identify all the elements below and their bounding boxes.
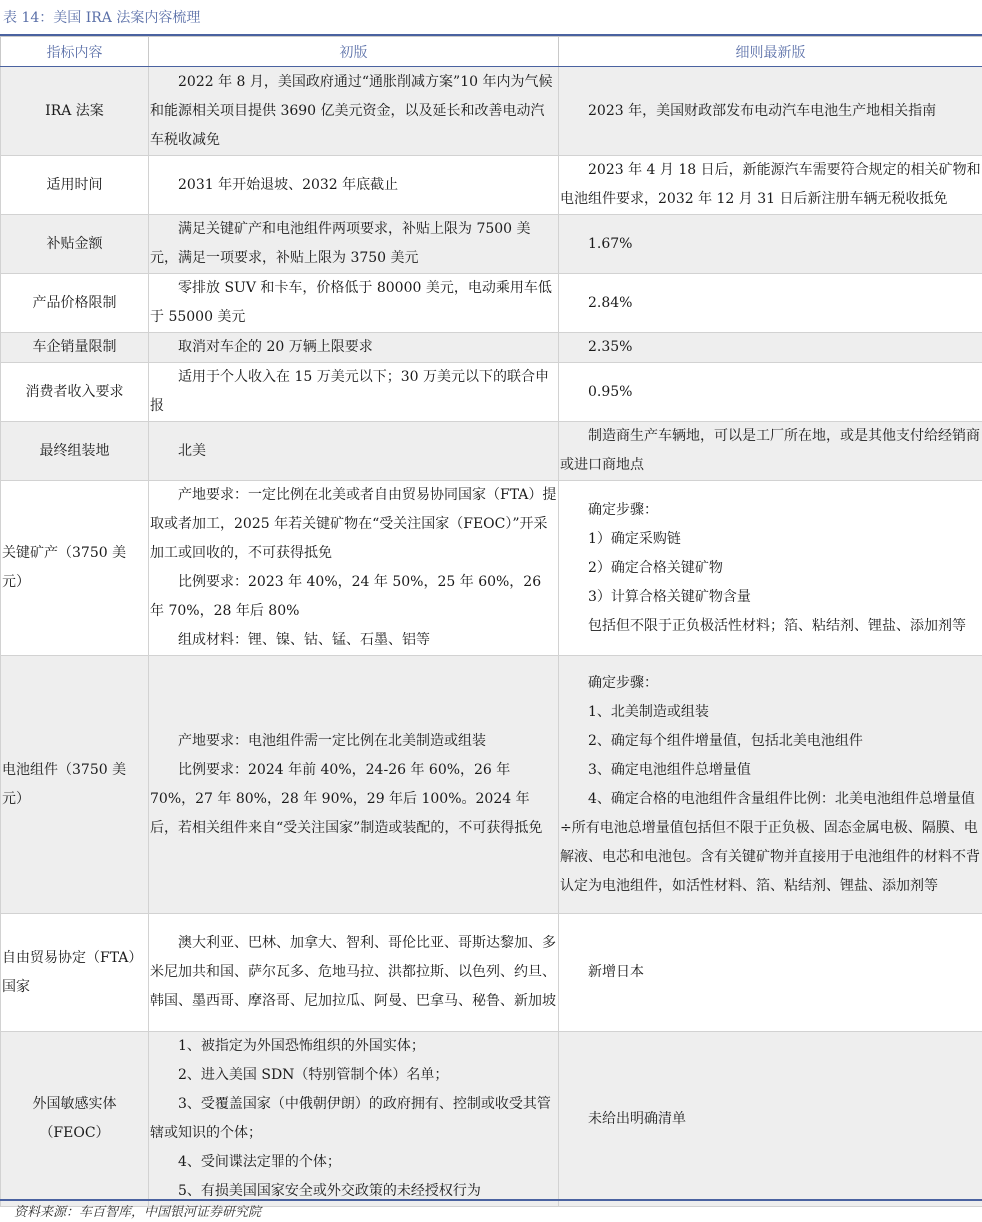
row-label bbox=[1, 215, 149, 274]
row-label bbox=[1, 656, 149, 914]
header-row bbox=[1, 37, 982, 67]
latest-cell bbox=[559, 156, 982, 215]
latest-paragraph: 1）确定采购链 bbox=[588, 530, 681, 547]
initial-cell bbox=[149, 215, 559, 274]
table-row bbox=[1, 333, 982, 363]
row-label-line: 电池组件（3750 美元） bbox=[2, 761, 127, 807]
row-label-line: 自由贸易协定（FTA） bbox=[2, 949, 143, 966]
table-row bbox=[1, 656, 982, 914]
latest-paragraph: 3）计算合格关键矿物含量 bbox=[588, 588, 751, 605]
latest-cell bbox=[559, 274, 982, 333]
table-row bbox=[1, 274, 982, 333]
initial-cell bbox=[149, 914, 559, 1032]
header-indicator: 指标内容 bbox=[1, 37, 149, 67]
header-initial: 初版 bbox=[149, 37, 559, 67]
table-row bbox=[1, 67, 982, 156]
initial-paragraph: 零排放 SUV 和卡车，价格低于 80000 美元，电动乘用车低于 55000 美元 bbox=[150, 280, 552, 325]
initial-paragraph: 产地要求：电池组件需一定比例在北美制造或组装 bbox=[178, 732, 486, 749]
table-row bbox=[1, 422, 982, 481]
latest-paragraph: 4、确定合格的电池组件含量组件比例：北美电池组件总增量值÷所有电池总增量值包括但不限于正负极、固态金属电极、隔膜、电解液、电芯和电池包。含有关键矿物并直接用于电池组件的材料不背认定为电池组件，如活性材料、箔、粘结剂、锂盐、添加剂等 bbox=[560, 790, 980, 894]
latest-paragraph: 0.95% bbox=[588, 383, 633, 400]
initial-cell bbox=[149, 156, 559, 215]
row-label bbox=[1, 422, 149, 481]
row-label bbox=[1, 481, 149, 656]
initial-paragraph: 5、有损美国国家安全或外交政策的未经授权行为 bbox=[178, 1183, 481, 1199]
initial-paragraph: 产地要求：一定比例在北美或者自由贸易协同国家（FTA）提取或者加工，2025 年若关键矿物在“受关注国家（FEOC）”开采加工或回收的，不可获得抵免 bbox=[150, 487, 557, 561]
header-latest: 细则最新版 bbox=[559, 37, 982, 67]
latest-paragraph: 新增日本 bbox=[588, 964, 644, 980]
latest-cell bbox=[559, 422, 982, 481]
latest-paragraph: 2.35% bbox=[588, 339, 633, 355]
initial-cell bbox=[149, 656, 559, 914]
latest-cell bbox=[559, 481, 982, 656]
row-label-line: 国家 bbox=[2, 978, 30, 995]
row-label bbox=[1, 67, 149, 156]
latest-paragraph: 2023 年 4 月 18 日后，新能源汽车需要符合规定的相关矿物和电池组件要求，2032 年 12 月 31 日后新注册车辆无税收抵免 bbox=[560, 162, 981, 207]
initial-cell bbox=[149, 67, 559, 156]
row-label bbox=[1, 1032, 149, 1207]
initial-paragraph: 4、受间谍法定罪的个体； bbox=[178, 1154, 341, 1170]
table-row bbox=[1, 156, 982, 215]
row-label bbox=[1, 156, 149, 215]
initial-paragraph: 比例要求：2024 年前 40%，24-26 年 60%，26 年 70%，27 年 80%，28 年 90%，29 年后 100%。2024 年后，若相关组件来自“受关注国家”制造或装配的，不可获得抵免 bbox=[150, 761, 543, 836]
initial-paragraph: 取消对车企的 20 万辆上限要求 bbox=[178, 339, 373, 355]
latest-paragraph: 制造商生产车辆地，可以是工厂所在地，或是其他支付给经销商或进口商地点 bbox=[560, 428, 980, 473]
latest-paragraph: 2.84% bbox=[588, 294, 633, 311]
latest-paragraph: 2023 年，美国财政部发布电动汽车电池生产地相关指南 bbox=[588, 102, 937, 119]
initial-paragraph: 3、受覆盖国家（中俄朝伊朗）的政府拥有、控制或收受其管辖或知识的个体； bbox=[150, 1096, 551, 1141]
row-label-line: 外国敏感实体 bbox=[32, 1096, 117, 1112]
latest-cell bbox=[559, 333, 982, 363]
row-label bbox=[1, 363, 149, 422]
row-label-line: 适用时间 bbox=[46, 176, 103, 193]
initial-paragraph: 2031 年开始退坡、2032 年底截止 bbox=[178, 176, 399, 193]
latest-cell bbox=[559, 656, 982, 914]
source-note: 资料来源：车百智库，中国银河证券研究院 bbox=[14, 1205, 262, 1220]
table-row bbox=[1, 481, 982, 656]
row-label-line: 消费者收入要求 bbox=[25, 383, 124, 400]
latest-paragraph: 未给出明确清单 bbox=[588, 1110, 686, 1127]
latest-paragraph: 2）确定合格关键矿物 bbox=[588, 559, 723, 576]
initial-paragraph: 组成材料：锂、镍、钴、锰、石墨、铝等 bbox=[178, 632, 430, 648]
table-caption: 表 14：美国 IRA 法案内容梳理 bbox=[3, 10, 201, 26]
latest-paragraph: 2、确定每个组件增量值，包括北美电池组件 bbox=[588, 732, 863, 749]
initial-paragraph: 2022 年 8 月，美国政府通过“通胀削减方案”10 年内为气候和能源相关项目提供 3690 亿美元资金，以及延长和改善电动汽车税收减免 bbox=[150, 73, 553, 148]
latest-cell bbox=[559, 67, 982, 156]
table-bottom-rule bbox=[0, 1199, 982, 1201]
initial-cell bbox=[149, 481, 559, 656]
row-label-line: 最终组装地 bbox=[39, 442, 110, 459]
latest-cell bbox=[559, 215, 982, 274]
initial-paragraph: 澳大利亚、巴林、加拿大、智利、哥伦比亚、哥斯达黎加、多米尼加共和国、萨尔瓦多、危地马拉、洪都拉斯、以色列、约旦、韩国、墨西哥、摩洛哥、尼加拉瓜、阿曼、巴拿马、秘鲁、新加坡 bbox=[150, 935, 556, 1009]
table-row bbox=[1, 914, 982, 1032]
table-row bbox=[1, 1032, 982, 1207]
initial-cell bbox=[149, 1032, 559, 1207]
latest-cell bbox=[559, 1032, 982, 1207]
row-label-line: 产品价格限制 bbox=[32, 294, 117, 311]
initial-cell bbox=[149, 363, 559, 422]
initial-cell bbox=[149, 333, 559, 363]
table-row bbox=[1, 363, 982, 422]
initial-paragraph: 适用于个人收入在 15 万美元以下；30 万美元以下的联合申报 bbox=[150, 369, 549, 414]
row-label bbox=[1, 274, 149, 333]
row-label-line: 车企销量限制 bbox=[32, 339, 117, 355]
row-label bbox=[1, 914, 149, 1032]
initial-paragraph: 满足关键矿产和电池组件两项要求，补贴上限为 7500 美元，满足一项要求，补贴上限为 3750 美元 bbox=[150, 221, 531, 266]
latest-paragraph: 包括但不限于正负极活性材料；箔、粘结剂、锂盐、添加剂等 bbox=[588, 617, 966, 634]
latest-paragraph: 1、北美制造或组装 bbox=[588, 703, 709, 720]
latest-paragraph: 3、确定电池组件总增量值 bbox=[588, 761, 751, 778]
latest-paragraph: 确定步骤： bbox=[588, 674, 658, 691]
row-label-line: IRA 法案 bbox=[45, 102, 104, 119]
ira-table bbox=[0, 36, 982, 1207]
initial-cell bbox=[149, 422, 559, 481]
initial-paragraph: 2、进入美国 SDN（特别管制个体）名单； bbox=[178, 1067, 449, 1083]
row-label-line: （FEOC） bbox=[39, 1125, 110, 1141]
initial-paragraph: 比例要求：2023 年 40%，24 年 50%，25 年 60%，26 年 70%，28 年后 80% bbox=[150, 574, 542, 619]
table-row bbox=[1, 215, 982, 274]
latest-cell bbox=[559, 914, 982, 1032]
initial-paragraph: 北美 bbox=[178, 442, 206, 459]
initial-cell bbox=[149, 274, 559, 333]
row-label-line: 关键矿产（3750 美元） bbox=[2, 545, 127, 590]
row-label-line: 补贴金额 bbox=[46, 235, 103, 252]
latest-cell bbox=[559, 363, 982, 422]
initial-paragraph: 1、被指定为外国恐怖组织的外国实体； bbox=[178, 1038, 425, 1054]
latest-paragraph: 确定步骤： bbox=[588, 501, 658, 518]
latest-paragraph: 1.67% bbox=[588, 235, 633, 252]
row-label bbox=[1, 333, 149, 363]
